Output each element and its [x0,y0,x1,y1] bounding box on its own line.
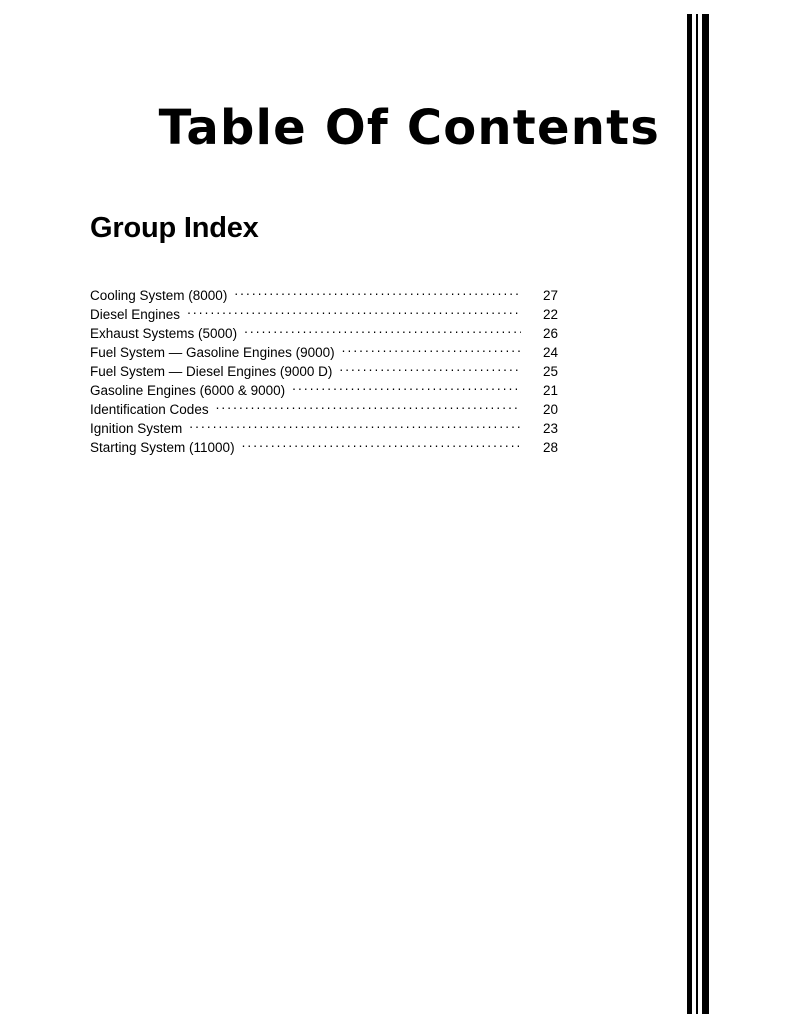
toc-leader-dots [292,382,521,395]
toc-entry-label: Gasoline Engines (6000 & 9000) [90,383,286,398]
toc-entry-label: Ignition System [90,421,183,436]
edge-bar-inner [702,14,709,1014]
toc-entry-page: 28 [542,440,558,455]
toc-entry[interactable] [90,438,558,457]
toc-entry-label: Fuel System — Diesel Engines (9000 D) [90,364,333,379]
toc-leader-dots [339,363,521,376]
toc-entry-page: 20 [542,402,558,417]
toc-entry-page: 23 [542,421,558,436]
toc-entry[interactable] [90,343,558,362]
toc-entry-label: Starting System (11000) [90,440,235,455]
edge-bar-outer [687,14,692,1014]
toc-leader-dots [189,420,521,433]
page-edge-bars [687,14,713,1014]
toc-entry[interactable] [90,419,558,438]
section-heading: Group Index [90,212,259,244]
toc-entry-page: 26 [542,326,558,341]
toc-entry-page: 24 [542,345,558,360]
toc-entry[interactable] [90,305,558,324]
toc-leader-dots [234,287,521,300]
toc-entry[interactable] [90,324,558,343]
toc-leader-dots [242,439,521,452]
toc-entry-page: 21 [542,383,558,398]
toc-leader-dots [187,306,521,319]
toc-entry[interactable] [90,381,558,400]
toc-leader-dots [342,344,521,357]
toc-entry-label: Diesel Engines [90,307,181,322]
toc-entry-label: Identification Codes [90,402,209,417]
edge-bar-middle [696,14,698,1014]
toc-entry[interactable] [90,362,558,381]
toc-entry[interactable] [90,400,558,419]
toc-entry-label: Exhaust Systems (5000) [90,326,238,341]
toc-entry-page: 25 [542,364,558,379]
toc-entry-label: Fuel System — Gasoline Engines (9000) [90,345,335,360]
toc-entry-page: 22 [542,307,558,322]
toc-entry-page: 27 [542,288,558,303]
table-of-contents-list [90,286,558,457]
toc-leader-dots [244,325,521,338]
page-title: Table Of Contents [158,100,660,156]
toc-entry-label: Cooling System (8000) [90,288,228,303]
toc-entry[interactable] [90,286,558,305]
toc-leader-dots [216,401,521,414]
